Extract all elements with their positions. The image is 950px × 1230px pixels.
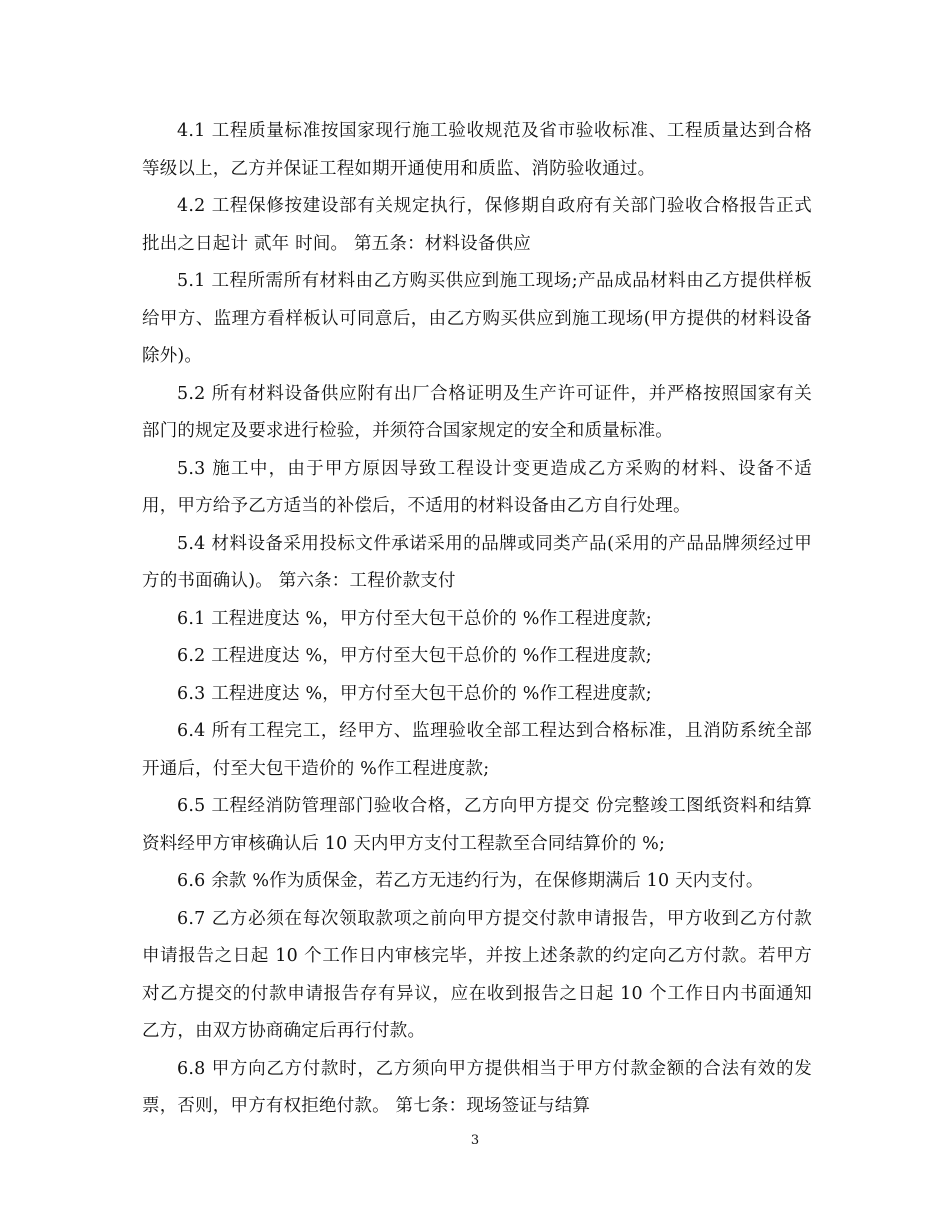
clause-5-2: 5.2 所有材料设备供应附有出厂合格证明及生产许可证件，并严格按照国家有关部门的规定及要求进行检验，并须符合国家规定的安全和质量标准。 xyxy=(142,383,812,441)
document-body xyxy=(142,113,812,1126)
clause-6-1: 6.1 工程进度达 %，甲方付至大包干总价的 %作工程进度款; xyxy=(177,608,652,629)
clause-5-3: 5.3 施工中，由于甲方原因导致工程设计变更造成乙方采购的材料、设备不适用，甲方给予乙方适当的补偿后，不适用的材料设备由乙方自行处理。 xyxy=(142,458,812,516)
clause-6-4: 6.4 所有工程完工，经甲方、监理验收全部工程达到合格标准，且消防系统全部开通后，付至大包干造价的 %作工程进度款; xyxy=(142,721,812,779)
clause-6-5: 6.5 工程经消防管理部门验收合格，乙方向甲方提交 份完整竣工图纸资料和结算资料经甲方审核确认后 10 天内甲方支付工程款至合同结算价的 %; xyxy=(142,796,812,854)
clause-6-2: 6.2 工程进度达 %，甲方付至大包干总价的 %作工程进度款; xyxy=(177,646,652,666)
clause-4-2: 4.2 工程保修按建设部有关规定执行，保修期自政府有关部门验收合格报告正式批出之日起计 贰年 时间。 第五条：材料设备供应 xyxy=(142,196,812,254)
clause-6-7: 6.7 乙方必须在每次领取款项之前向甲方提交付款申请报告，甲方收到乙方付款申请报告之日起 10 个工作日内审核完毕，并按上述条款的约定向乙方付款。若甲方对乙方提交的付款申请报告存有异议，应在收到报告之日起 10 个工作日内书面通知乙方，由双方协商确定后再行付款。 xyxy=(142,908,812,1041)
clause-6-8: 6.8 甲方向乙方付款时，乙方须向甲方提供相当于甲方付款金额的合法有效的发票，否则，甲方有权拒绝付款。 第七条：现场签证与结算 xyxy=(142,1058,812,1116)
clause-6-3: 6.3 工程进度达 %，甲方付至大包干总价的 %作工程进度款; xyxy=(177,683,652,704)
page-number: 3 xyxy=(470,1133,480,1148)
clause-4-1: 4.1 工程质量标准按国家现行施工验收规范及省市验收标准、工程质量达到合格 等级以上，乙方并保证工程如期开通使用和质监、消防验收通过。 xyxy=(142,121,812,179)
clause-5-1: 5.1 工程所需所有材料由乙方购买供应到施工现场;产品成品材料由乙方提供样板给甲方、监理方看样板认可同意后，由乙方购买供应到施工现场(甲方提供的材料设备除外)。 xyxy=(142,271,812,366)
clause-5-4: 5.4 材料设备采用投标文件承诺采用的品牌或同类产品(采用的产品品牌须经过甲方的书面确认)。 第六条：工程价款支付 xyxy=(142,533,812,591)
clause-6-6: 6.6 余款 %作为质保金，若乙方无违约行为，在保修期满后 10 天内支付。 xyxy=(177,871,764,891)
